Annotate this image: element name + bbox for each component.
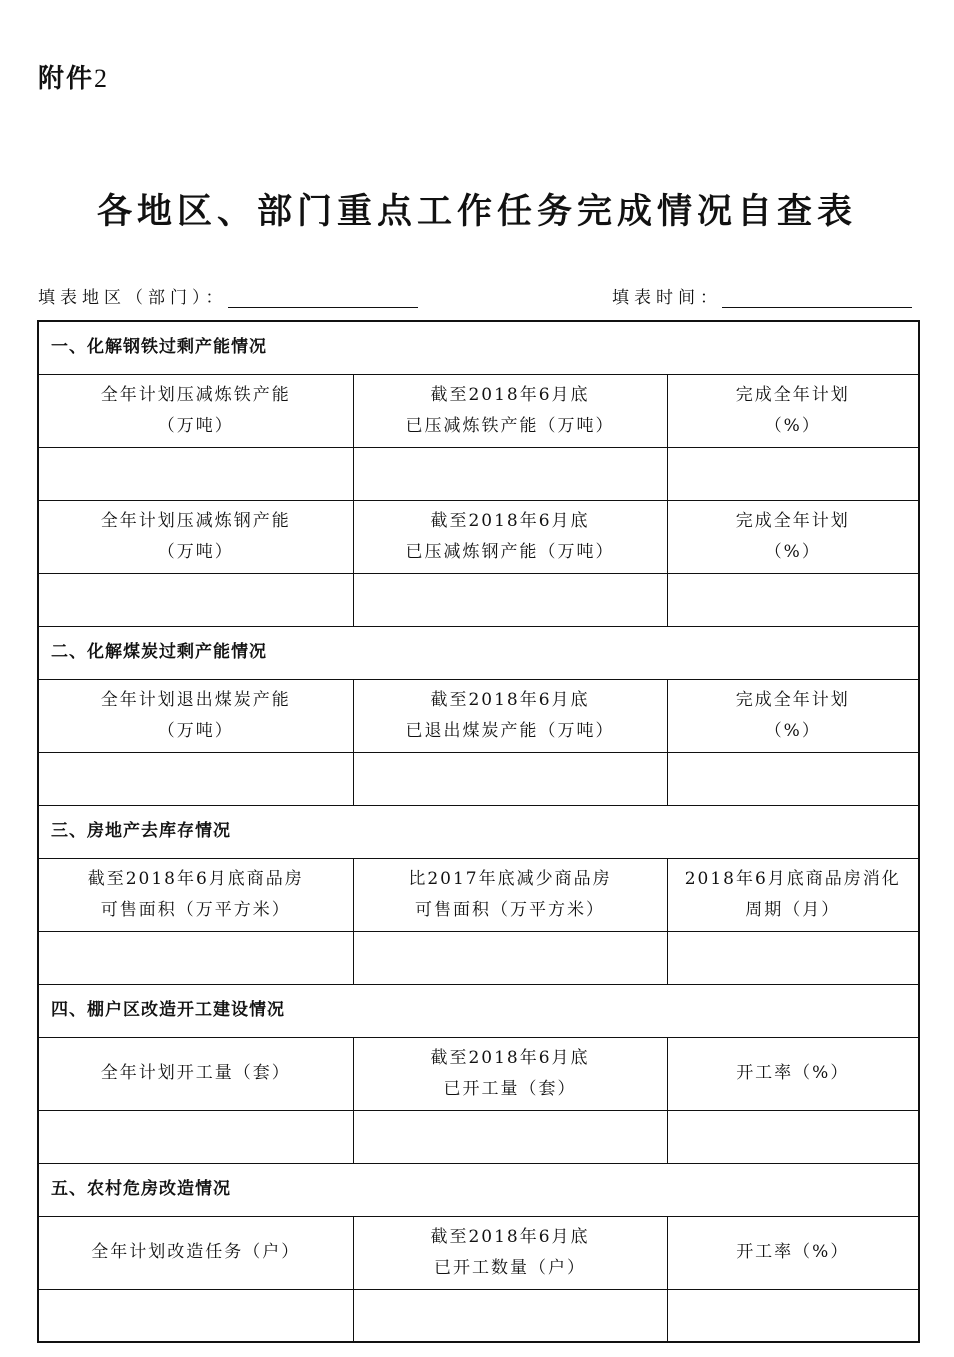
column-header xyxy=(353,500,667,573)
column-header xyxy=(667,1037,919,1110)
section-row xyxy=(38,1163,919,1216)
column-header-line: （%） xyxy=(764,541,821,562)
fill-time-label: 填表时间： xyxy=(612,288,722,308)
column-header-line: 截至2018年6月底商品房 xyxy=(87,868,304,889)
column-header-line: （万吨） xyxy=(157,415,234,436)
column-header-line: 可售面积（万平方米） xyxy=(415,899,605,920)
header-row xyxy=(38,1037,919,1110)
annex-number: 2 xyxy=(94,64,110,93)
header-row xyxy=(38,1216,919,1289)
input-cell[interactable] xyxy=(353,752,667,805)
fill-region-label: 填表地区（部门）： xyxy=(38,288,228,308)
self-check-table xyxy=(37,320,920,1343)
annex-label xyxy=(38,58,109,95)
input-cell[interactable] xyxy=(667,573,919,626)
column-header-line: 全年计划开工量（套） xyxy=(100,1063,291,1083)
column-header-line: 已退出煤炭产能（万吨） xyxy=(405,720,615,741)
section-title: 一、化解钢铁过剩产能情况 xyxy=(38,321,919,374)
input-row xyxy=(38,447,919,500)
column-header xyxy=(353,679,667,752)
section-title: 三、房地产去库存情况 xyxy=(38,805,919,858)
column-header xyxy=(38,1037,353,1110)
header-row xyxy=(38,374,919,447)
column-header-line: （%） xyxy=(764,720,821,741)
column-header xyxy=(667,500,919,573)
input-row xyxy=(38,752,919,805)
column-header xyxy=(667,679,919,752)
input-cell[interactable] xyxy=(38,1289,353,1342)
section-row xyxy=(38,321,919,374)
column-header xyxy=(38,679,353,752)
column-header xyxy=(353,1037,667,1110)
section-title: 二、化解煤炭过剩产能情况 xyxy=(38,626,919,679)
column-header-line: 开工率（%） xyxy=(736,1063,850,1083)
input-cell[interactable] xyxy=(38,752,353,805)
column-header xyxy=(38,500,353,573)
column-header-line: 开工率（%） xyxy=(736,1242,850,1262)
header-row xyxy=(38,500,919,573)
input-cell[interactable] xyxy=(667,931,919,984)
input-cell[interactable] xyxy=(667,447,919,500)
column-header-line: 截至2018年6月底 xyxy=(430,1047,590,1068)
input-cell[interactable] xyxy=(353,1289,667,1342)
fill-region-blank[interactable] xyxy=(228,287,418,308)
input-cell[interactable] xyxy=(38,1110,353,1163)
column-header-line: 已开工数量（户） xyxy=(434,1257,586,1278)
column-header xyxy=(353,374,667,447)
column-header-line: 全年计划压减炼铁产能 xyxy=(100,384,291,405)
column-header-line: 截至2018年6月底 xyxy=(430,384,590,405)
column-header-line: 完成全年计划 xyxy=(735,689,850,710)
column-header xyxy=(667,858,919,931)
input-cell[interactable] xyxy=(38,447,353,500)
column-header xyxy=(353,1216,667,1289)
section-row xyxy=(38,626,919,679)
column-header-line: 全年计划改造任务（户） xyxy=(91,1242,301,1262)
input-cell[interactable] xyxy=(353,447,667,500)
column-header-line: 完成全年计划 xyxy=(735,510,850,531)
column-header-line: （万吨） xyxy=(157,541,234,562)
section-row xyxy=(38,805,919,858)
input-row xyxy=(38,1289,919,1342)
input-cell[interactable] xyxy=(353,931,667,984)
fill-region-field xyxy=(38,283,418,308)
fill-time-blank[interactable] xyxy=(722,287,912,308)
column-header-line: 全年计划退出煤炭产能 xyxy=(100,689,291,710)
column-header-line: 全年计划压减炼钢产能 xyxy=(100,510,291,531)
column-header xyxy=(353,858,667,931)
column-header xyxy=(38,1216,353,1289)
column-header-line: 截至2018年6月底 xyxy=(430,689,590,710)
column-header-line: 截至2018年6月底 xyxy=(430,510,590,531)
column-header-line: 2018年6月底商品房消化 xyxy=(684,868,901,889)
column-header xyxy=(667,374,919,447)
column-header-line: 比2017年底减少商品房 xyxy=(408,868,612,889)
input-cell[interactable] xyxy=(667,1289,919,1342)
column-header-line: 周期（月） xyxy=(745,899,841,920)
section-title: 四、棚户区改造开工建设情况 xyxy=(38,984,919,1037)
column-header-line: 可售面积（万平方米） xyxy=(100,899,291,920)
column-header-line: （%） xyxy=(764,415,821,436)
fill-time-field xyxy=(612,283,912,308)
column-header xyxy=(38,858,353,931)
input-cell[interactable] xyxy=(667,1110,919,1163)
input-cell[interactable] xyxy=(353,573,667,626)
column-header-line: 已开工量（套） xyxy=(443,1078,577,1099)
input-cell[interactable] xyxy=(667,752,919,805)
input-cell[interactable] xyxy=(353,1110,667,1163)
section-title: 五、农村危房改造情况 xyxy=(38,1163,919,1216)
section-row xyxy=(38,984,919,1037)
column-header-line: 已压减炼铁产能（万吨） xyxy=(405,415,615,436)
column-header-line: 已压减炼钢产能（万吨） xyxy=(405,541,615,562)
page-title: 各地区、部门重点工作任务完成情况自查表 xyxy=(96,192,857,232)
column-header xyxy=(38,374,353,447)
header-row xyxy=(38,679,919,752)
header-row xyxy=(38,858,919,931)
input-cell[interactable] xyxy=(38,573,353,626)
annex-text: 附件 xyxy=(38,64,95,94)
column-header-line: 截至2018年6月底 xyxy=(430,1226,590,1247)
column-header xyxy=(667,1216,919,1289)
input-row xyxy=(38,573,919,626)
input-row xyxy=(38,1110,919,1163)
input-row xyxy=(38,931,919,984)
input-cell[interactable] xyxy=(38,931,353,984)
column-header-line: （万吨） xyxy=(157,720,234,741)
column-header-line: 完成全年计划 xyxy=(735,384,850,405)
